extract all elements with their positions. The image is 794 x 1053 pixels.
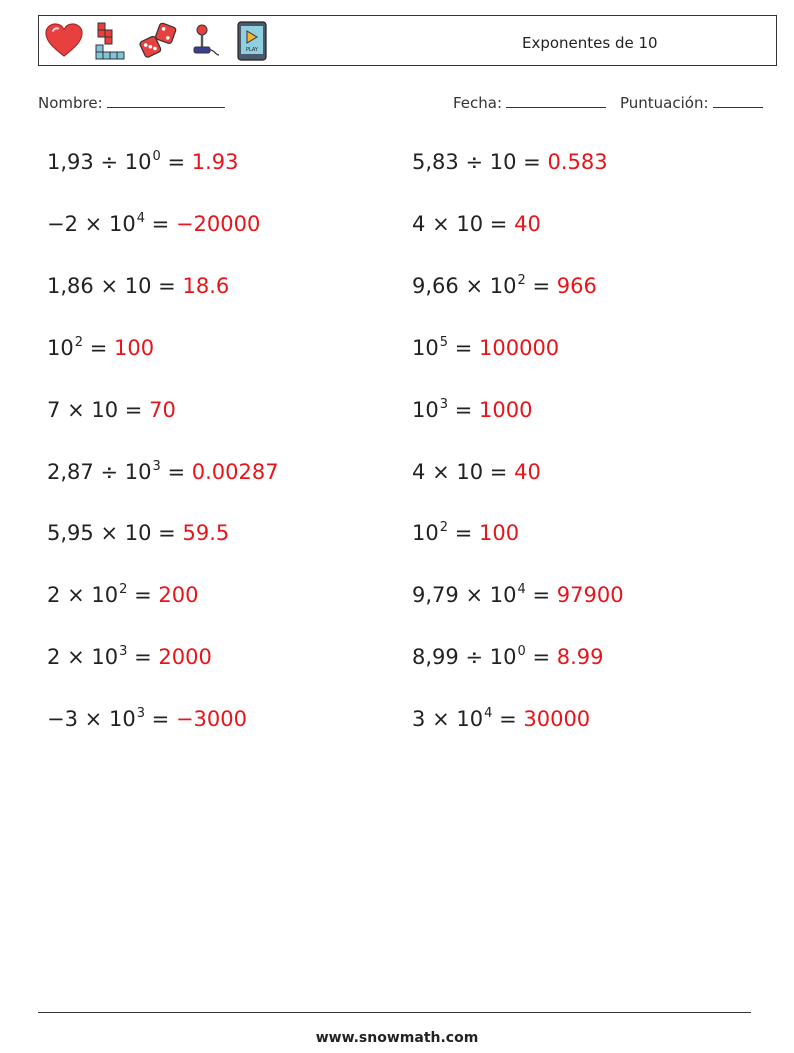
power-base: 10 [456,707,484,731]
problem-left-3 [47,276,229,297]
blocks-icon [92,20,130,62]
problem-left-10 [47,706,247,731]
equals-sign: = [134,645,152,669]
power-base: 10 [456,460,484,484]
exponent: 3 [439,397,449,412]
equals-sign: = [523,150,541,174]
icon-strip [45,20,280,62]
answer: 0.00287 [191,460,279,484]
equals-sign: = [489,460,508,484]
equals-sign: = [532,274,551,298]
power-base: 10 [489,150,517,174]
date-label: Fecha: [453,94,503,112]
exponent: 5 [439,335,449,350]
problem-base: 8,99 [412,645,459,669]
problem-base: 2 [47,645,61,669]
power-base: 10 [412,336,439,360]
problem-left-1 [47,149,239,174]
power-base: 10 [108,707,136,731]
answer: 18.6 [182,274,230,298]
operator: × [465,274,484,298]
score-line [713,93,763,108]
problem-left-9 [47,644,212,669]
answer: 8.99 [556,645,604,669]
answer: 966 [556,274,597,298]
problem-left-6 [47,459,279,484]
operator: × [432,212,450,236]
problem-right-4 [412,335,560,360]
exponent: 0 [152,149,161,164]
operator: × [84,212,103,236]
dice-icon [139,20,177,62]
name-field [38,93,225,112]
problem-base: 2,87 [47,460,94,484]
power-base: 10 [489,274,517,298]
answer: −3000 [175,707,247,731]
exponent: 4 [517,582,526,597]
problem-right-9 [412,644,604,669]
heart-icon [45,20,83,62]
problem-base: 2 [47,583,61,607]
header-box [38,15,777,66]
operator: ÷ [465,645,484,669]
power-base: 10 [91,645,119,669]
operator: × [67,583,85,607]
equals-sign: = [499,707,517,731]
equals-sign: = [89,336,108,360]
footer-rule [38,1012,751,1013]
problem-base: 7 [47,398,61,422]
power-base: 10 [124,274,152,298]
date-field [453,93,606,112]
answer: 2000 [158,645,212,669]
power-base: 10 [489,583,517,607]
problem-base: 9,79 [412,583,459,607]
equals-sign: = [167,150,186,174]
power-base: 10 [412,398,439,422]
equals-sign: = [454,336,473,360]
problem-base: 1,93 [47,150,94,174]
problem-base: 4 [412,460,426,484]
power-base: 10 [124,150,152,174]
power-base: 10 [108,212,136,236]
power-base: 10 [124,460,152,484]
operator: × [67,398,85,422]
operator: ÷ [100,150,119,174]
problem-base: 1,86 [47,274,94,298]
equals-sign: = [134,583,152,607]
footer-site: www.snowmath.com [315,1030,479,1046]
equals-sign: = [454,521,473,545]
answer: 100 [479,521,520,545]
score-label: Puntuación: [620,94,709,112]
problem-left-8 [47,582,199,607]
equals-sign: = [489,212,508,236]
problem-left-4 [47,335,155,360]
name-label: Nombre: [38,94,103,112]
operator: ÷ [100,460,119,484]
exponent: 2 [439,520,449,535]
sheet-title: Exponentes de 10 [522,34,658,52]
operator: × [84,707,103,731]
exponent: 0 [517,644,526,659]
answer: 1.93 [191,150,239,174]
problem-left-5 [47,400,176,421]
answer: −20000 [175,212,261,236]
operator: × [100,274,119,298]
equals-sign: = [532,583,551,607]
exponent: 4 [136,211,145,226]
answer: 100 [114,336,155,360]
equals-sign: = [124,398,143,422]
problem-base: 9,66 [412,274,459,298]
answer: 40 [514,212,541,236]
operator: × [432,707,450,731]
power-base: 10 [47,336,74,360]
equals-sign: = [532,645,551,669]
exponent: 2 [517,273,526,288]
power-base: 10 [412,521,439,545]
exponent: 2 [119,582,128,597]
answer: 200 [158,583,199,607]
equals-sign: = [158,274,176,298]
joystick-icon [186,20,224,62]
score-field [620,93,763,112]
equals-sign: = [158,521,176,545]
date-line [506,93,606,108]
problem-base: −3 [47,707,78,731]
power-base: 10 [489,645,517,669]
answer: 100000 [479,336,560,360]
exponent: 4 [484,706,493,721]
power-base: 10 [91,583,119,607]
problem-right-5 [412,397,533,422]
problem-right-3 [412,273,597,298]
problem-left-2 [47,211,261,236]
problem-base: 4 [412,212,426,236]
problem-right-7 [412,520,520,545]
equals-sign: = [151,212,170,236]
answer: 97900 [556,583,624,607]
play-label: PLAY [245,47,259,53]
equals-sign: = [167,460,186,484]
problem-base: 5,95 [47,521,94,545]
problem-right-2 [412,214,541,235]
problem-base: 5,83 [412,150,459,174]
operator: × [100,521,119,545]
exponent: 2 [74,335,84,350]
name-line [107,93,225,108]
problem-right-10 [412,706,591,731]
tablet-play-icon [233,20,271,62]
answer: 0.583 [547,150,608,174]
power-base: 10 [91,398,119,422]
answer: 70 [149,398,176,422]
equals-sign: = [454,398,473,422]
answer: 59.5 [182,521,230,545]
answer: 40 [514,460,541,484]
problem-base: −2 [47,212,78,236]
operator: × [67,645,85,669]
answer: 30000 [523,707,591,731]
operator: × [465,583,484,607]
problem-right-1 [412,152,608,173]
problem-right-8 [412,582,624,607]
operator: × [432,460,450,484]
exponent: 3 [152,459,161,474]
problem-right-6 [412,462,541,483]
problem-base: 3 [412,707,426,731]
problem-left-7 [47,523,229,544]
answer: 1000 [479,398,533,422]
exponent: 3 [119,644,128,659]
power-base: 10 [124,521,152,545]
exponent: 3 [136,706,145,721]
equals-sign: = [151,707,170,731]
operator: ÷ [465,150,484,174]
power-base: 10 [456,212,484,236]
